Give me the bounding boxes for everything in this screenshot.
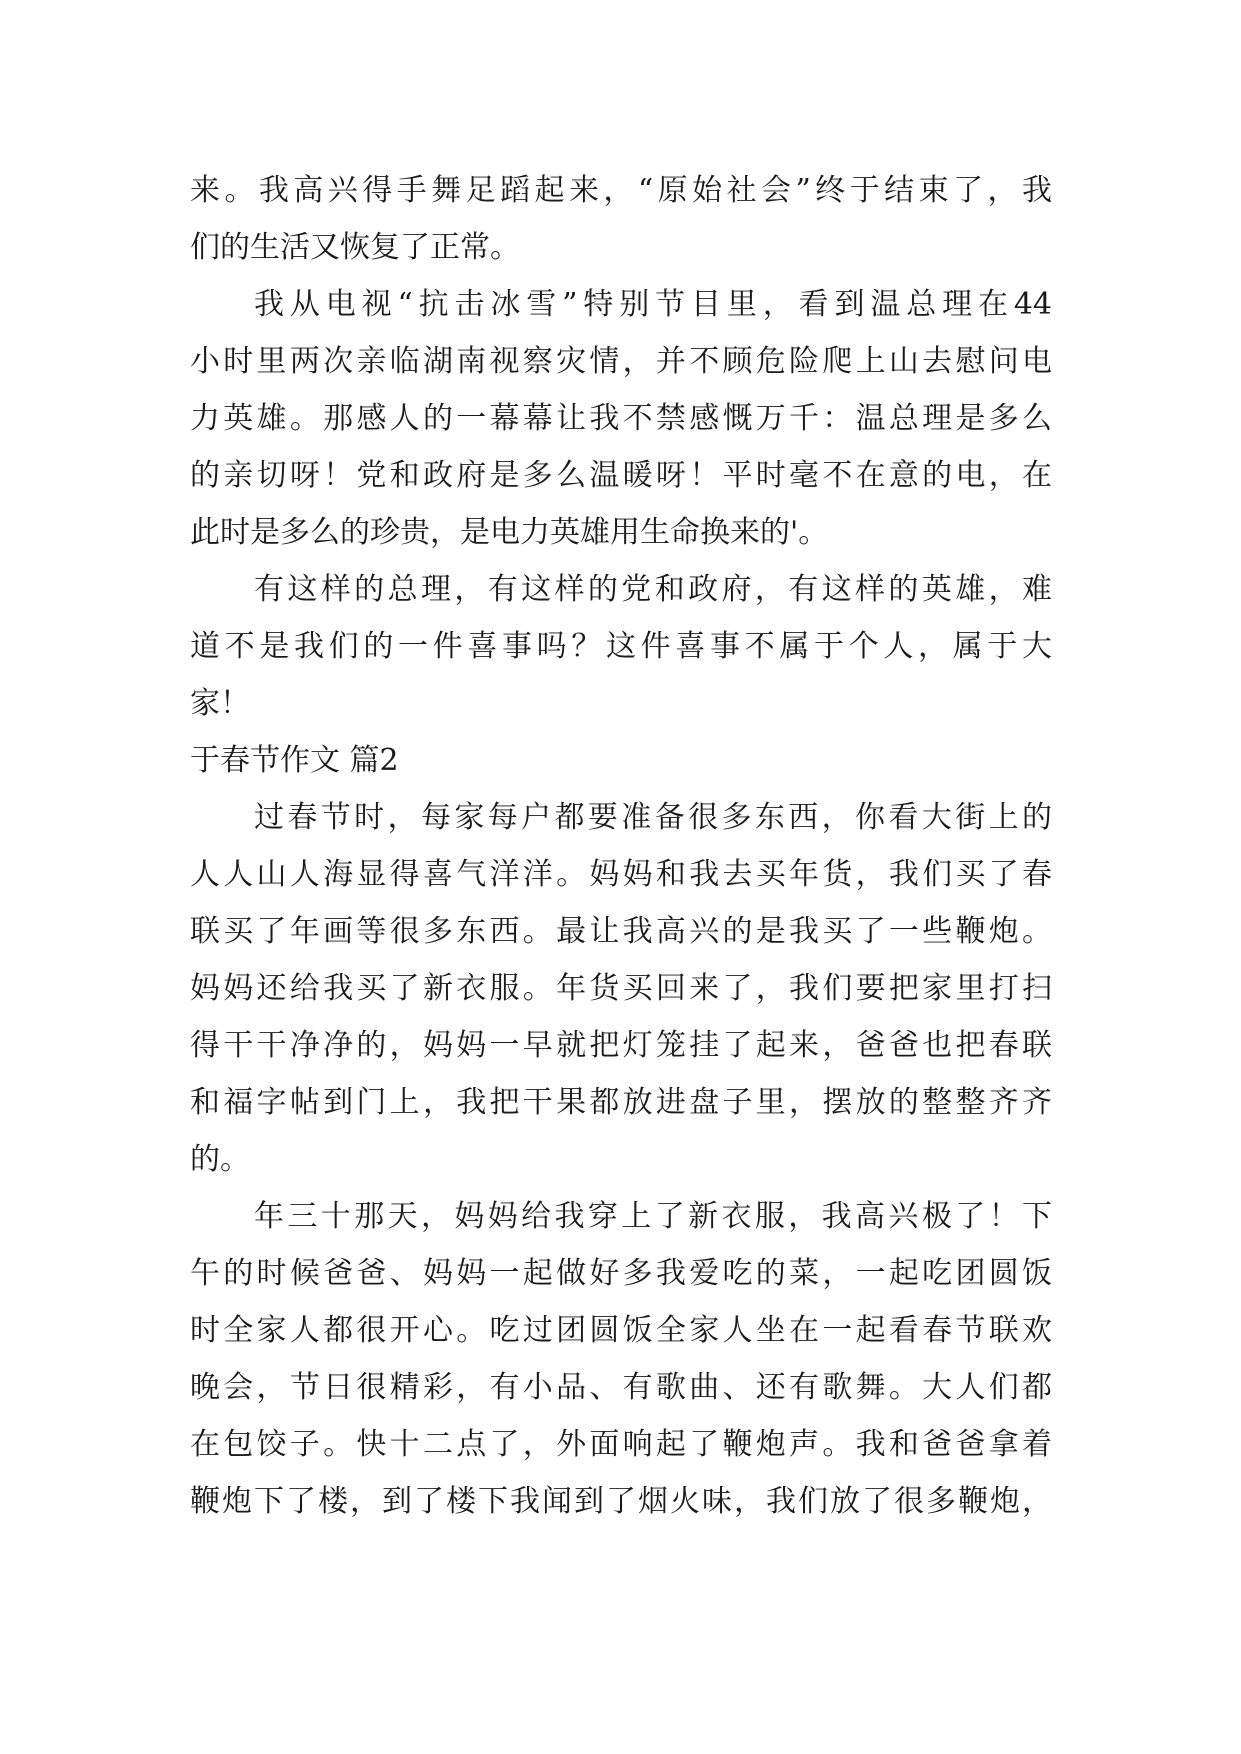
- paragraph-first-line: 有这样的总理，有这样的党和政府，有这样的英雄，难: [254, 572, 1052, 607]
- text-line: 力英雄。那感人的一幕幕让我不禁感慨万千：温总理是多么: [190, 401, 1052, 436]
- text-line: 来。我高兴得手舞足蹈起来，“原始社会”终于结束了，我: [190, 173, 1052, 208]
- section-heading: 于春节作文 篇2: [190, 743, 399, 778]
- text-line: 的亲切呀！党和政府是多么温暖呀！平时毫不在意的电，在: [190, 458, 1052, 493]
- text-line: 的。: [190, 1142, 250, 1177]
- text-line: 小时里两次亲临湖南视察灾情，并不顾危险爬上山去慰问电: [190, 344, 1052, 379]
- text-line: 联买了年画等很多东西。最让我高兴的是我买了一些鞭炮。: [190, 914, 1052, 949]
- text-line: 晚会，节日很精彩，有小品、有歌曲、还有歌舞。大人们都: [190, 1370, 1052, 1405]
- paragraph-first-line: 过春节时，每家每户都要准备很多东西，你看大街上的: [254, 800, 1052, 835]
- text-line: 和福字帖到门上，我把干果都放进盘子里，摆放的整整齐齐: [190, 1085, 1052, 1120]
- text-line: 道不是我们的一件喜事吗？这件喜事不属于个人，属于大: [190, 629, 1052, 664]
- text-line: 们的生活又恢复了正常。: [190, 230, 520, 265]
- text-line: 人人山人海显得喜气洋洋。妈妈和我去买年货，我们买了春: [190, 857, 1052, 892]
- text-line: 得干干净净的，妈妈一早就把灯笼挂了起来，爸爸也把春联: [190, 1028, 1052, 1063]
- text-line: 鞭炮下了楼，到了楼下我闻到了烟火味，我们放了很多鞭炮，: [190, 1484, 1052, 1519]
- paragraph-first-line: 我从电视“抗击冰雪”特别节目里，看到温总理在44: [254, 287, 1052, 322]
- text-line: 午的时候爸爸、妈妈一起做好多我爱吃的菜，一起吃团圆饭: [190, 1256, 1052, 1291]
- text-line: 此时是多么的珍贵，是电力英雄用生命换来的'。: [190, 515, 829, 550]
- text-line: 妈妈还给我买了新衣服。年货买回来了，我们要把家里打扫: [190, 971, 1052, 1006]
- paragraph-first-line: 年三十那天，妈妈给我穿上了新衣服，我高兴极了！下: [254, 1199, 1052, 1234]
- article-body: [190, 162, 1052, 1530]
- text-line: 家！: [190, 686, 250, 721]
- text-line: 时全家人都很开心。吃过团圆饭全家人坐在一起看春节联欢: [190, 1313, 1052, 1348]
- text-line: 在包饺子。快十二点了，外面响起了鞭炮声。我和爸爸拿着: [190, 1427, 1052, 1462]
